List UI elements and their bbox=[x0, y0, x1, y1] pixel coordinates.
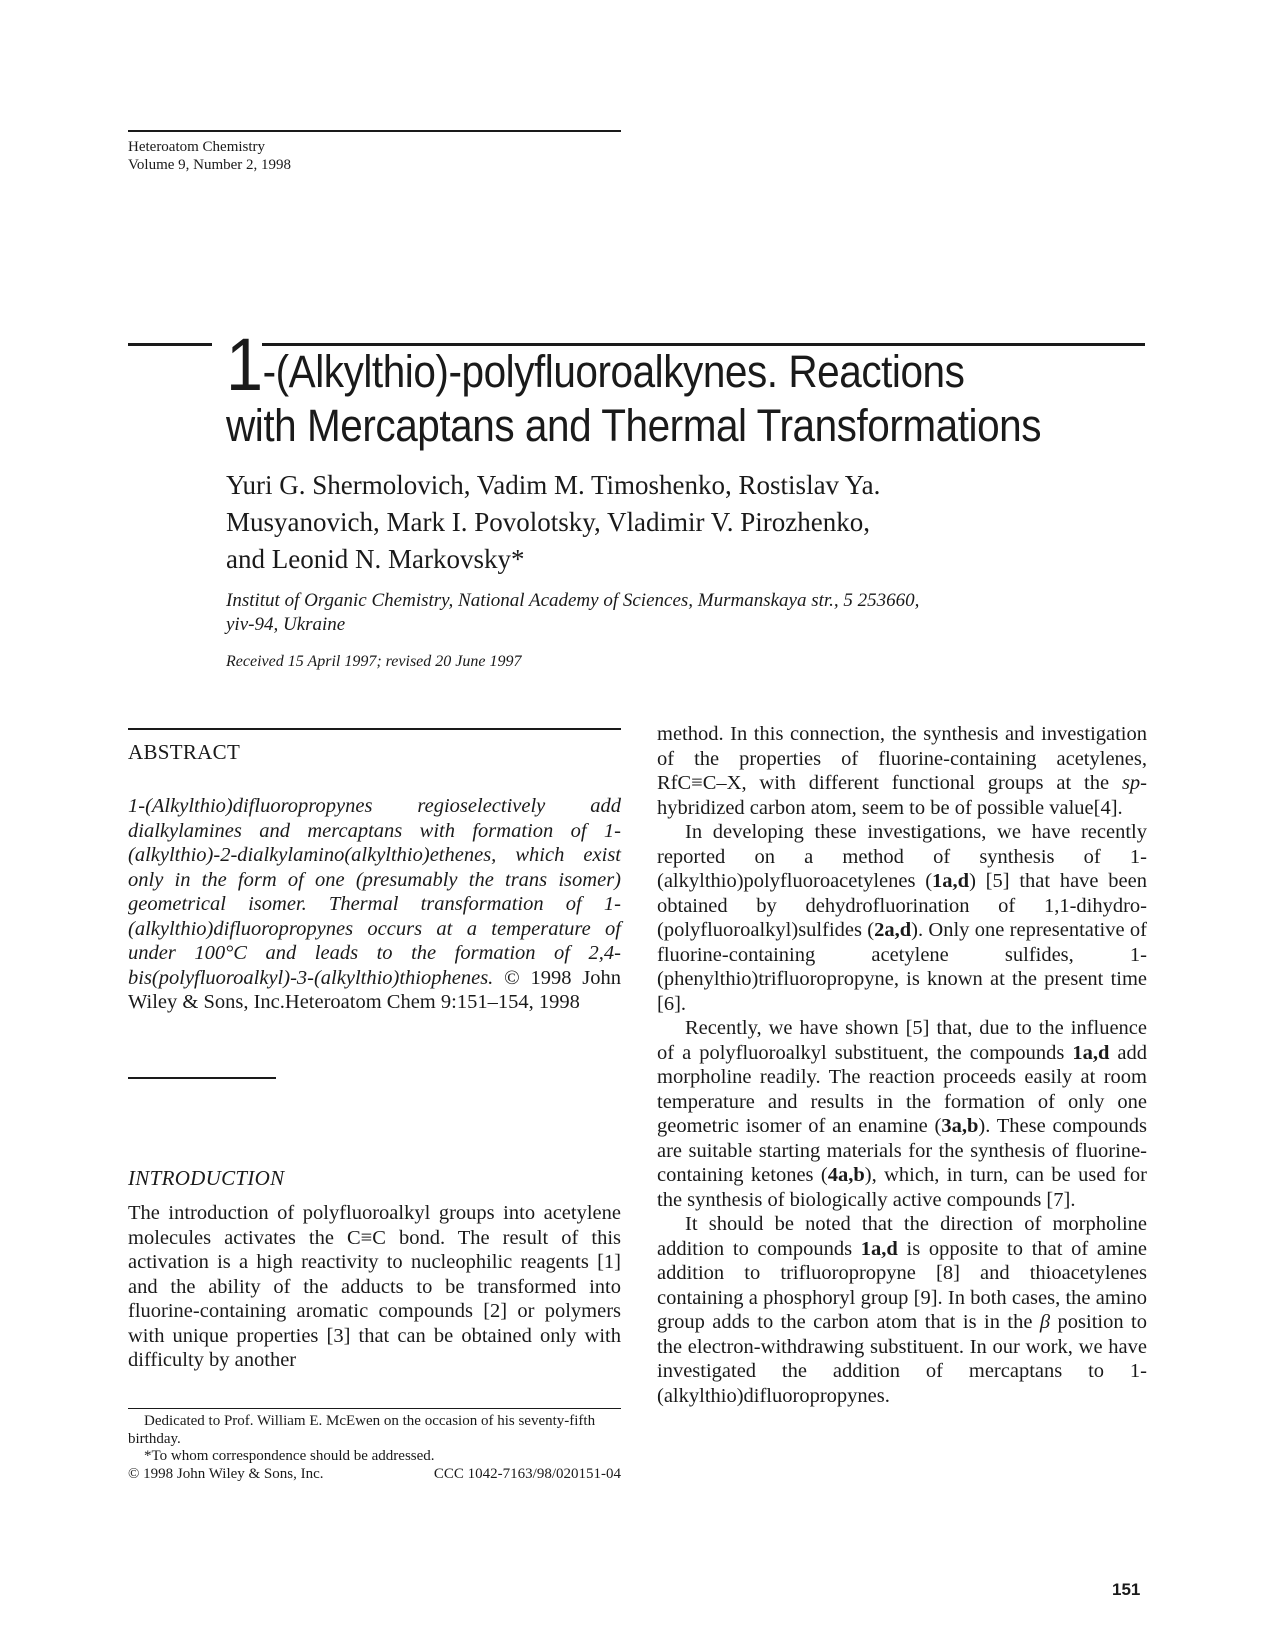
p4-text-b: is opposite to that of amine addition to trifluoropropyne [8] and thioacetylenes containing a phosphoryl group [9]. In both cases, the amino group adds to the carbon atom that is in the bbox=[657, 1237, 1147, 1333]
journal-header bbox=[128, 130, 621, 174]
p2-compound-1: 1a,d bbox=[932, 870, 970, 892]
affiliation-line2: yiv-94, Ukraine bbox=[226, 614, 346, 635]
title-initial: 1 bbox=[226, 323, 263, 406]
paragraph-4 bbox=[657, 1212, 1147, 1408]
journal-volume: Volume 9, Number 2, 1998 bbox=[128, 157, 292, 173]
footnote-correspondence: *To whom correspondence should be addressed. bbox=[144, 1448, 435, 1464]
ccc-code: CCC 1042-7163/98/020151-04 bbox=[433, 1465, 621, 1482]
p3-text-b: add morpholine readily. The reaction proceeds easily at room temperature and results in the formation of only one geometric isomer of an enamine ( bbox=[657, 1041, 1147, 1137]
p4-compound-1: 1a,d bbox=[860, 1237, 898, 1260]
footnote-copyright-line bbox=[128, 1466, 621, 1484]
p1-text-b: -hybridized carbon atom, seem to be of possible value[4]. bbox=[657, 772, 1147, 819]
journal-name: Heteroatom Chemistry bbox=[128, 139, 266, 155]
author-list bbox=[226, 467, 1126, 578]
abstract-end-rule bbox=[128, 1077, 276, 1079]
footnote-dedication: Dedicated to Prof. William E. McEwen on the occasion of his seventy-fifth birthday. bbox=[128, 1413, 596, 1447]
authors-line2: Musyanovich, Mark I. Povolotsky, Vladimir V. Pirozhenko, bbox=[226, 507, 870, 537]
page-number: 151 bbox=[1112, 1580, 1141, 1599]
abstract-italic: 1-(Alkylthio)difluoropropynes regioselectively add dialkylamines and mercaptans with formation of 1-(alkylthio)-2-dialkylamino(alkylthio)ethenes, which exist only in the form of one (presumably the trans isomer) geometrical isomer. Thermal transformation of 1-(alkylthio)difluoropropynes occurs at a temperature of under 100°C and leads to the formation of 2,4-bis(polyfluoroalkyl)-3-(alkylthio)thiophenes. bbox=[128, 795, 621, 989]
p1-text-a: method. In this connection, the synthesis and investigation of the properties of fluorine-containing acetylenes, RfC≡C–X, with different functional groups at the bbox=[657, 723, 1147, 794]
title-line1: -(Alkylthio)-polyfluoroalkynes. Reactions bbox=[262, 346, 965, 397]
p3-compound-3: 3a,b bbox=[941, 1115, 979, 1137]
p2-text-c: ). Only one representative of fluorine-containing acetylene sulfides, 1-(phenylthio)trifluoropropyne, is known at the present time [6]. bbox=[657, 919, 1147, 1015]
p4-text-a: It should be noted that the direction of morpholine addition to compounds bbox=[657, 1213, 1147, 1260]
paragraph-2 bbox=[657, 820, 1147, 1016]
title-line2: with Mercaptans and Thermal Transformations bbox=[226, 400, 1042, 451]
p2-text-a: In developing these investigations, we have recently reported on a method of synthesis of 1-(alkylthio)polyfluoroacetylenes ( bbox=[657, 821, 1147, 892]
paragraph-3 bbox=[657, 1016, 1147, 1212]
p3-text-a: Recently, we have shown [5] that, due to the influence of a polyfluoroalkyl substituent, the compounds bbox=[657, 1017, 1147, 1064]
p3-compound-1: 1a,d bbox=[1072, 1041, 1110, 1064]
authors-line1: Yuri G. Shermolovich, Vadim M. Timoshenko, Rostislav Ya. bbox=[226, 470, 881, 500]
paragraph-1 bbox=[657, 722, 1147, 820]
p2-compound-2: 2a,d bbox=[874, 919, 912, 941]
right-column bbox=[657, 722, 1147, 1408]
affiliation-line1: Institut of Organic Chemistry, National Academy of Sciences, Murmanskaya str., 5 253660, bbox=[226, 590, 920, 611]
received-dates: Received 15 April 1997; revised 20 June 1997 bbox=[226, 653, 522, 670]
authors-line3: and Leonid N. Markovsky* bbox=[226, 544, 525, 574]
copyright: © 1998 John Wiley & Sons, Inc. bbox=[128, 1465, 324, 1482]
introduction-text: The introduction of polyfluoroalkyl groups into acetylene molecules activates the C≡C bond. The result of this activation is a high reactivity to nucleophilic reagents [1] and the ability of the adducts to be transformed into fluorine-containing aromatic compounds [2] or polymers with unique properties [3] that can be obtained only with difficulty by another bbox=[128, 1202, 621, 1371]
title-rule-left bbox=[128, 343, 212, 346]
article-title bbox=[226, 323, 1072, 453]
p4-beta: β bbox=[1039, 1311, 1051, 1333]
abstract-text bbox=[128, 794, 621, 1015]
p1-sp: sp bbox=[1121, 772, 1141, 794]
p3-compound-4: 4a,b bbox=[827, 1164, 865, 1186]
footnotes bbox=[128, 1408, 621, 1483]
p3-text-d: ), which, in turn, can be used for the synthesis of biologically active compounds [7]. bbox=[657, 1164, 1147, 1211]
p2-text-b: ) [5] that have been obtained by dehydrofluorination of 1,1-dihydro-(polyfluoroalkyl)sulfides ( bbox=[657, 870, 1147, 941]
affiliation bbox=[226, 589, 1126, 637]
abstract-citation: © 1998 John Wiley & Sons, Inc.Heteroatom Chem 9:151–154, 1998 bbox=[128, 966, 621, 1013]
introduction-heading: INTRODUCTION bbox=[128, 1166, 285, 1190]
abstract-heading: ABSTRACT bbox=[128, 728, 621, 765]
p3-text-c: ). These compounds are suitable starting materials for the synthesis of fluorine-containing ketones ( bbox=[657, 1115, 1147, 1186]
p4-text-c: position to the electron-withdrawing substituent. In our work, we have investigated the addition of mercaptans to 1-(alkylthio)difluoropropynes. bbox=[657, 1311, 1148, 1407]
